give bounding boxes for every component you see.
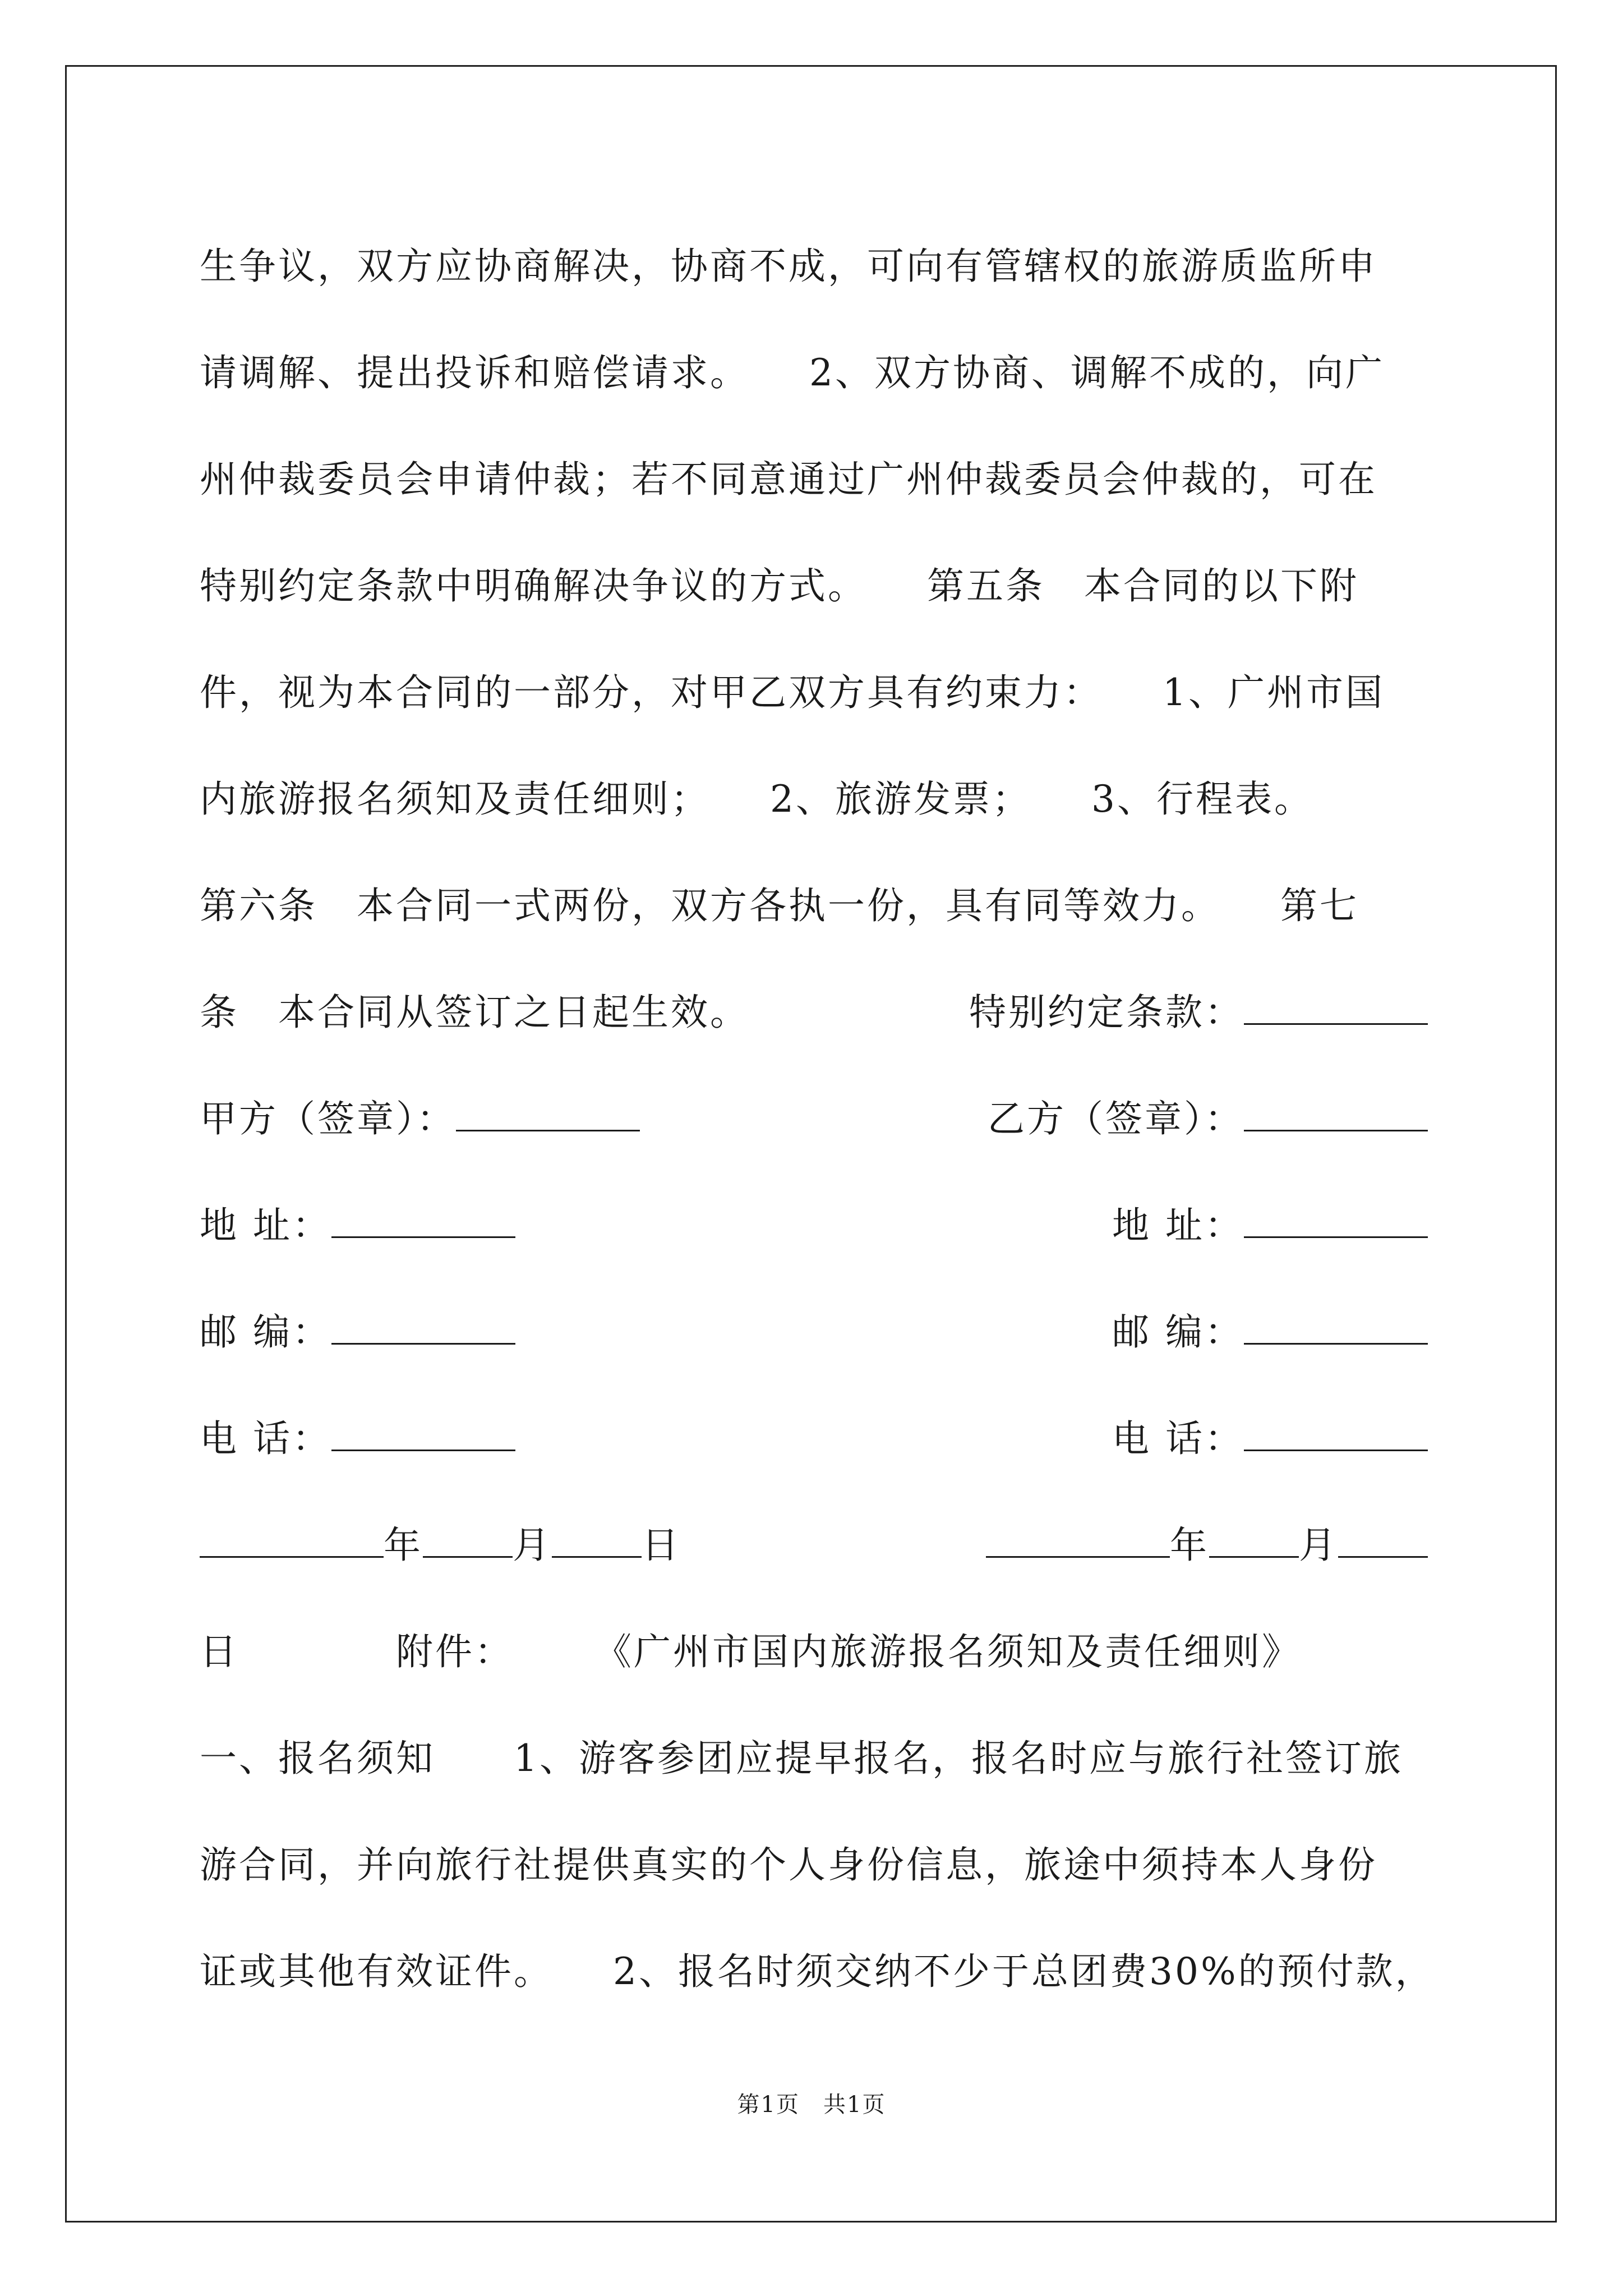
year-label: 年 — [1170, 1524, 1209, 1567]
special-terms-field — [969, 959, 1428, 1066]
text-line: 第六条 本合同一式两份，双方各执一份，具有同等效力。 第七 — [200, 884, 1359, 927]
text-line: 游合同，并向旅行社提供真实的个人身份信息，旅途中须持本人身份 — [200, 1843, 1377, 1887]
signature-line — [200, 1066, 1428, 1172]
text-line: 件，视为本合同的一部分，对甲乙双方具有约束力： 1、广州市国 — [200, 671, 1385, 714]
address-label: 地 址： — [200, 1204, 331, 1247]
text-line: 请调解、提出投诉和赔偿请求。 2、双方协商、调解不成的，向广 — [200, 351, 1385, 394]
party-b-blank — [1244, 1095, 1428, 1131]
postcode-line — [200, 1279, 1428, 1386]
party-a-phone-field — [200, 1386, 515, 1492]
special-terms-label: 特别约定条款： — [969, 991, 1244, 1034]
address-label: 地 址： — [1112, 1204, 1244, 1247]
party-b-postcode-field — [1112, 1279, 1428, 1386]
postcode-label: 邮 编： — [1112, 1310, 1244, 1354]
party-b-day-blank — [1338, 1521, 1428, 1558]
party-a-blank — [456, 1095, 640, 1131]
contract-body — [200, 213, 1435, 2025]
party-b-address-blank — [1244, 1202, 1428, 1238]
month-label: 月 — [513, 1524, 552, 1567]
party-a-postcode-blank — [331, 1308, 515, 1345]
address-line — [200, 1172, 1428, 1279]
party-a-date-field — [200, 1492, 681, 1599]
text-line: 特别约定条款中明确解决争议的方式。 第五条 本合同的以下附 — [200, 564, 1359, 608]
party-a-month-blank — [423, 1521, 513, 1558]
party-b-address-field — [1112, 1172, 1428, 1279]
party-a-address-blank — [331, 1202, 515, 1238]
party-b-date-field — [986, 1492, 1428, 1599]
annex-title-line: 日 附件： 《广州市国内旅游报名须知及责任细则》 — [200, 1630, 1301, 1673]
day-label: 日 — [642, 1524, 681, 1567]
text-line: 州仲裁委员会申请仲裁；若不同意通过广州仲裁委员会仲裁的，可在 — [200, 458, 1377, 501]
party-b-month-blank — [1209, 1521, 1299, 1558]
party-a-address-field — [200, 1172, 515, 1279]
phone-label: 电 话： — [1112, 1417, 1244, 1460]
party-a-label: 甲方（签章）： — [200, 1097, 456, 1140]
text-line: 内旅游报名须知及责任细则； 2、旅游发票； 3、行程表。 — [200, 777, 1313, 821]
phone-label: 电 话： — [200, 1417, 331, 1460]
party-b-label: 乙方（签章）： — [988, 1097, 1244, 1140]
text-line: 一、报名须知 1、游客参团应提早报名，报名时应与旅行社签订旅 — [200, 1737, 1403, 1780]
special-terms-blank — [1244, 988, 1428, 1025]
phone-line — [200, 1386, 1428, 1492]
month-label: 月 — [1299, 1524, 1338, 1567]
party-b-field — [988, 1066, 1428, 1172]
date-line — [200, 1492, 1428, 1599]
party-a-field — [200, 1066, 640, 1172]
party-a-phone-blank — [331, 1415, 515, 1451]
text-line: 证或其他有效证件。 2、报名时须交纳不少于总团费30%的预付款， — [200, 1950, 1435, 1993]
year-label: 年 — [384, 1524, 423, 1567]
party-b-year-blank — [986, 1521, 1170, 1558]
postcode-label: 邮 编： — [200, 1310, 331, 1354]
text-line: 生争议，双方应协商解决，协商不成，可向有管辖权的旅游质监所申 — [200, 245, 1377, 288]
party-b-phone-field — [1112, 1386, 1428, 1492]
effective-clause-text: 条 本合同从签订之日起生效。 — [200, 991, 749, 1034]
party-a-day-blank — [552, 1521, 642, 1558]
party-b-phone-blank — [1244, 1415, 1428, 1451]
page-number-footer: 第1页 共1页 — [737, 2092, 886, 2118]
effective-clause-line — [200, 959, 1428, 1066]
party-b-postcode-blank — [1244, 1308, 1428, 1345]
party-a-postcode-field — [200, 1279, 515, 1386]
party-a-year-blank — [200, 1521, 384, 1558]
